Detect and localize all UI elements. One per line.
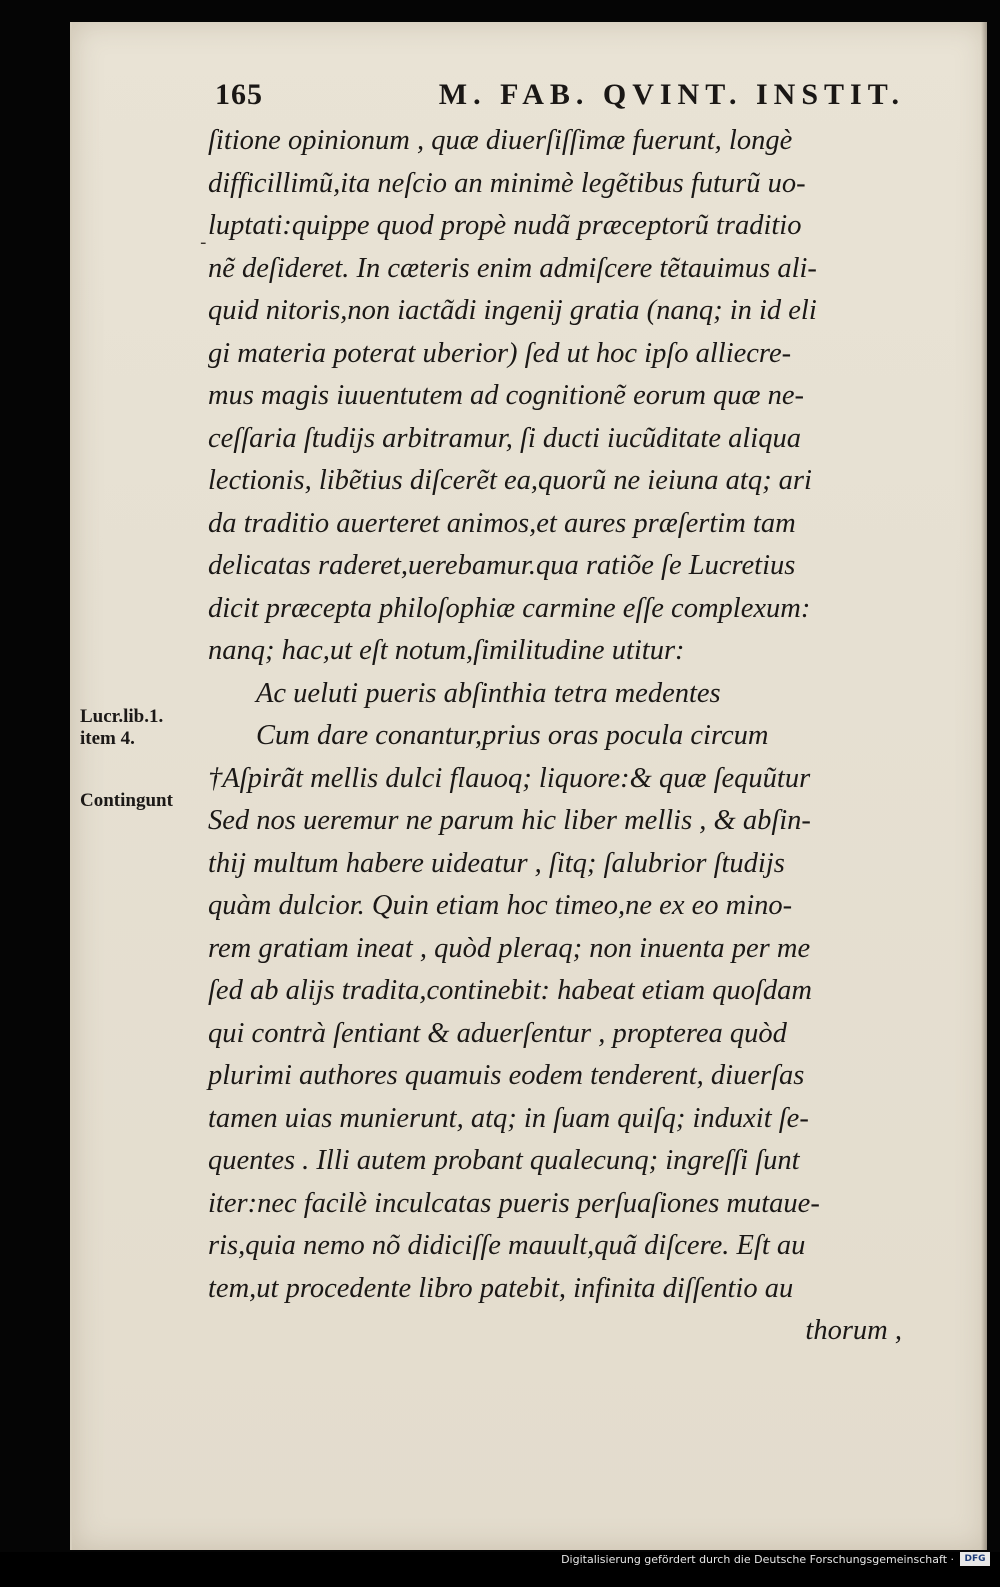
- text-line: ſitione opinionum , quæ diuerſiſſimæ fuerunt, longè: [208, 125, 793, 156]
- text-line: quid nitoris,non iactãdi ingenij gratia (nanq; in id eli: [208, 295, 817, 326]
- text-line: ris,quia nemo nõ didiciſſe mauult,quã diſcere. Eſt au: [208, 1230, 806, 1261]
- text-line: rem gratiam ineat , quòd pleraq; non inuenta per me: [208, 932, 811, 964]
- margin-citation-line: Lucr.lib.1.: [80, 706, 164, 727]
- text-line: thij multum habere uideatur , ſitq; ſalubrior ſtudijs: [208, 847, 785, 879]
- digitization-credit: Digitalisierung gefördert durch die Deutsche Forschungsgemeinschaft ·: [561, 1553, 954, 1566]
- main-text: [208, 120, 908, 1353]
- text-line: iter:nec facilè inculcatas pueris perſuaſiones mutaue-: [208, 1187, 820, 1219]
- text-line: ſed ab alijs tradita,continebit: habeat etiam quoſdam: [208, 975, 812, 1006]
- text-line: delicatas raderet,uerebamur.qua ratiõe ſe Lucretius: [208, 550, 796, 581]
- margin-variant-note: Contingunt: [80, 790, 173, 811]
- running-header: [215, 78, 905, 112]
- text-line: quàm dulcior. Quin etiam hoc timeo,ne ex eo mino-: [208, 890, 793, 921]
- text-line: da traditio auerteret animos,et aures præſertim tam: [208, 507, 796, 539]
- verse-line: Cum dare conantur,prius oras pocula circum: [256, 720, 769, 751]
- text-line: ceſſaria ſtudijs arbitramur, ſi ducti iucũditate aliqua: [208, 422, 801, 454]
- text-line: mus magis iuuentutem ad cognitionẽ eorum quæ ne-: [208, 380, 805, 411]
- text-line: dicit præcepta philoſophiæ carmine eſſe complexum:: [208, 592, 811, 624]
- dfg-logo: DFG: [960, 1552, 990, 1566]
- text-line: luptati:quippe quod propè nudã præceptorũ traditio: [208, 210, 802, 241]
- text-line: nanq; hac,ut eſt notum,ſimilitudine utitur:: [208, 635, 685, 666]
- page-number: 165: [215, 78, 263, 111]
- text-line: tem,ut procedente libro patebit, infinita diſſentio au: [208, 1272, 794, 1304]
- catchword: thorum ,: [805, 1315, 902, 1346]
- margin-citation: [80, 706, 163, 750]
- text-line: gi materia poterat uberior) ſed ut hoc ipſo alliecre-: [208, 337, 792, 369]
- text-line: difficillimũ,ita neſcio an minimè legẽtibus futurũ uo-: [208, 167, 806, 199]
- margin-dash-mark: -: [200, 232, 207, 253]
- text-line: nẽ deſideret. In cæteris enim admiſcere tẽtauimus ali-: [208, 252, 817, 284]
- text-line: tamen uias munierunt, atq; in ſuam quiſq; induxit ſe-: [208, 1102, 809, 1134]
- running-title: M. FAB. QVINT. INSTIT.: [438, 78, 905, 111]
- text-line: plurimi authores quamuis eodem tenderent, diuerſas: [208, 1060, 805, 1091]
- text-line: qui contrà ſentiant & aduerſentur , propterea quòd: [208, 1017, 787, 1049]
- page-edge-shadow: [981, 22, 987, 1550]
- margin-citation-line: item 4.: [80, 728, 135, 749]
- text-line: lectionis, libẽtius diſcerẽt ea,quorũ ne ieiuna atq; ari: [208, 465, 812, 496]
- verse-line: Ac ueluti pueris abſinthia tetra medentes: [256, 677, 721, 709]
- text-line: Sed nos ueremur ne parum hic liber mellis , & abſin-: [208, 805, 811, 836]
- text-line: quentes . Illi autem probant qualecunq; ingreſſi ſunt: [208, 1145, 800, 1176]
- verse-line: †Aſpirãt mellis dulci flauoq; liquore:& quæ ſequũtur: [208, 762, 811, 794]
